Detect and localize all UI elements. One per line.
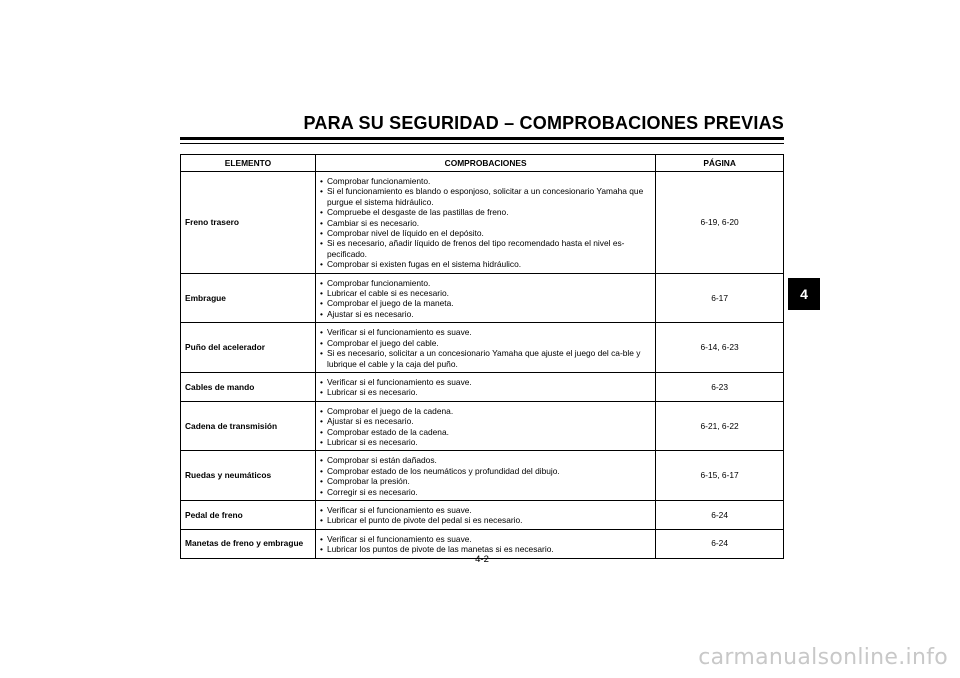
checks-cell [315, 273, 655, 323]
element-cell: Puño del acelerador [181, 323, 316, 373]
column-header-element: ELEMENTO [181, 155, 316, 172]
pre-operation-checks-table [180, 154, 784, 559]
table-header-row [181, 155, 784, 172]
watermark: carmanualsonline.info [698, 645, 948, 670]
column-header-page: PÁGINA [656, 155, 784, 172]
check-item: • Lubricar el punto de pivote del pedal si es necesario. [320, 515, 651, 525]
check-item: • Comprobar si existen fugas en el sistema hidráulico. [320, 259, 651, 269]
check-item: • Verificar si el funcionamiento es suave. [320, 534, 651, 544]
page-reference-cell: 6-15, 6-17 [656, 451, 784, 501]
check-item: • Corregir si es necesario. [320, 487, 651, 497]
checks-list [320, 505, 651, 526]
element-cell: Cables de mando [181, 372, 316, 401]
page-reference-cell: 6-14, 6-23 [656, 323, 784, 373]
page-number: 4-2 [475, 554, 489, 565]
check-item: • Lubricar los puntos de pivote de las manetas si es necesario. [320, 544, 651, 554]
checks-cell [315, 172, 655, 274]
element-cell: Cadena de transmisión [181, 401, 316, 451]
check-item: • Comprobar el juego de la cadena. [320, 406, 651, 416]
page-reference-cell: 6-24 [656, 500, 784, 529]
table-row [181, 172, 784, 274]
checks-cell [315, 323, 655, 373]
table-row [181, 273, 784, 323]
page-reference-cell: 6-19, 6-20 [656, 172, 784, 274]
check-item: • Ajustar si es necesario. [320, 309, 651, 319]
element-cell: Embrague [181, 273, 316, 323]
checks-list [320, 278, 651, 320]
check-item: • Si es necesario, añadir líquido de frenos del tipo recomendado hasta el nivel es-pecificado. [320, 238, 651, 259]
check-item: • Comprobar estado de la cadena. [320, 427, 651, 437]
check-item: • Lubricar el cable si es necesario. [320, 288, 651, 298]
checks-cell [315, 372, 655, 401]
checks-list [320, 406, 651, 448]
checks-list [320, 455, 651, 497]
element-cell: Freno trasero [181, 172, 316, 274]
check-item: • Lubricar si es necesario. [320, 437, 651, 447]
check-item: • Lubricar si es necesario. [320, 387, 651, 397]
check-item: • Verificar si el funcionamiento es suave. [320, 505, 651, 515]
page-reference-cell: 6-23 [656, 372, 784, 401]
table-row [181, 372, 784, 401]
check-item: • Comprobar el juego de la maneta. [320, 298, 651, 308]
checks-cell [315, 500, 655, 529]
check-item: • Comprobar si están dañados. [320, 455, 651, 465]
checks-cell [315, 451, 655, 501]
page-reference-cell: 6-21, 6-22 [656, 401, 784, 451]
table-row [181, 500, 784, 529]
check-item: • Si el funcionamiento es blando o esponjoso, solicitar a un concesionario Yamaha que purgue el sistema hidráulico. [320, 186, 651, 207]
check-item: • Verificar si el funcionamiento es suave. [320, 327, 651, 337]
table-row [181, 401, 784, 451]
page-reference-cell: 6-24 [656, 529, 784, 558]
check-item: • Verificar si el funcionamiento es suave. [320, 377, 651, 387]
check-item: • Compruebe el desgaste de las pastillas de freno. [320, 207, 651, 217]
checks-list [320, 327, 651, 369]
check-item: • Comprobar la presión. [320, 476, 651, 486]
check-item: • Comprobar funcionamiento. [320, 278, 651, 288]
check-item: • Si es necesario, solicitar a un concesionario Yamaha que ajuste el juego del ca-ble y lubrique el cable y la caja del puño. [320, 348, 651, 369]
check-item: • Cambiar si es necesario. [320, 218, 651, 228]
checks-list [320, 377, 651, 398]
page-reference-cell: 6-17 [656, 273, 784, 323]
check-item: • Comprobar funcionamiento. [320, 176, 651, 186]
check-item: • Ajustar si es necesario. [320, 416, 651, 426]
title-rule-thin [180, 143, 784, 144]
table-row [181, 323, 784, 373]
element-cell: Manetas de freno y embrague [181, 529, 316, 558]
check-item: • Comprobar el juego del cable. [320, 338, 651, 348]
checks-list [320, 176, 651, 270]
checks-cell [315, 401, 655, 451]
element-cell: Ruedas y neumáticos [181, 451, 316, 501]
element-cell: Pedal de freno [181, 500, 316, 529]
check-item: • Comprobar estado de los neumáticos y profundidad del dibujo. [320, 466, 651, 476]
title-rule-thick [180, 137, 784, 140]
column-header-checks: COMPROBACIONES [315, 155, 655, 172]
chapter-tab: 4 [788, 278, 820, 310]
check-item: • Comprobar nivel de líquido en el depósito. [320, 228, 651, 238]
checks-list [320, 534, 651, 555]
page-title: PARA SU SEGURIDAD – COMPROBACIONES PREVIAS [303, 113, 784, 133]
table-row [181, 451, 784, 501]
